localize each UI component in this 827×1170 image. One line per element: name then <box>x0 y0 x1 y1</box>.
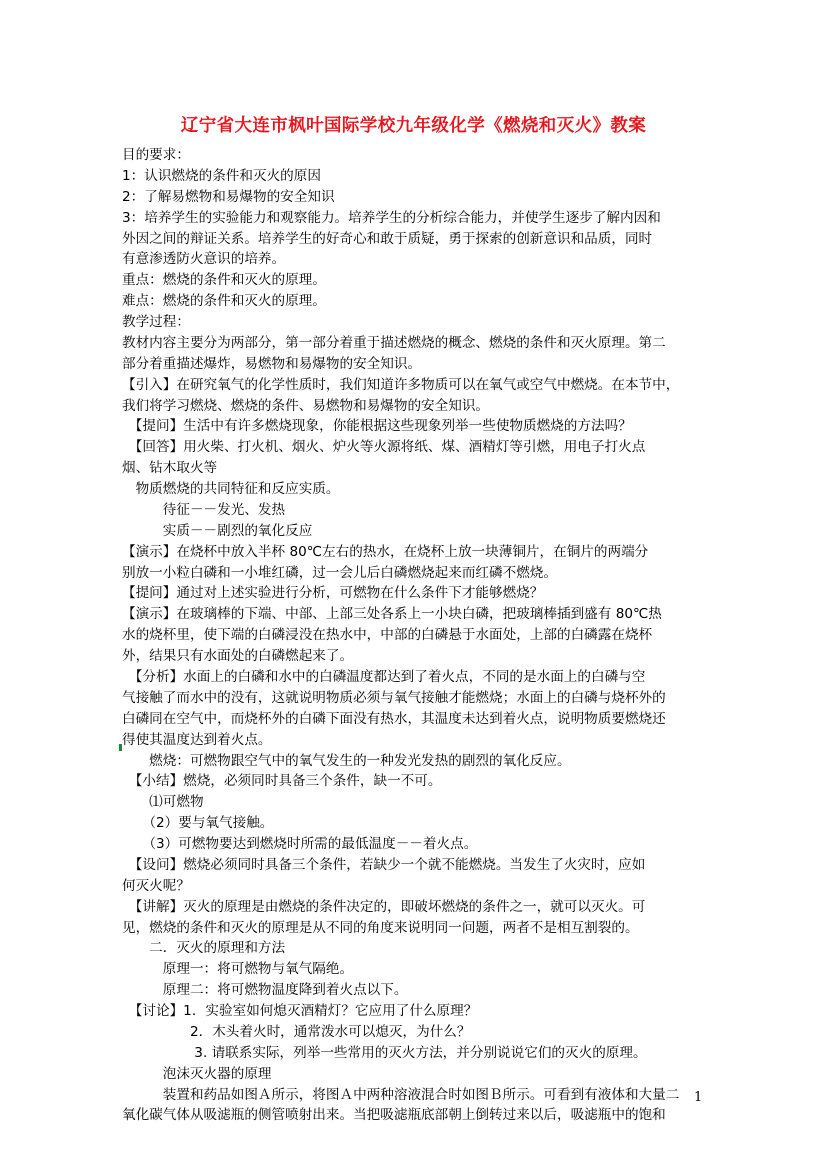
text-line: 【回答】用火柴、打火机、烟火、炉火等火源将纸、煤、酒精灯等引燃，用电子打火点 <box>122 439 646 456</box>
text-line: 原理一：将可燃物与氧气隔绝。 <box>122 961 354 978</box>
text-line: 泡沫灭火器的原理 <box>122 1065 272 1082</box>
text-line: 【引入】在研究氧气的化学性质时，我们知道许多物质可以在氧气或空气中燃烧。在本节中， <box>122 376 680 393</box>
text-line: 见，燃烧的条件和灭火的原理是从不同的角度来说明同一问题，两者不是相互割裂的。 <box>122 919 639 936</box>
text-line: 得使其温度达到着火点。 <box>122 731 272 748</box>
text-line: 2：了解易燃物和易爆物的安全知识 <box>122 188 335 205</box>
text-line: 原理二：将可燃物温度降到着火点以下。 <box>122 982 408 999</box>
text-line: 难点：燃烧的条件和灭火的原理。 <box>122 293 326 310</box>
text-line: 【分析】水面上的白磷和水中的白磷温度都达到了着火点，不同的是水面上的白磷与空 <box>122 669 646 685</box>
text-line: 我们将学习燃烧、燃烧的条件、易燃物和易爆物的安全知识。 <box>122 397 490 414</box>
text-line: 实质－－剧烈的氧化反应 <box>122 522 313 539</box>
text-line: 氧化碳气体从吸滤瓶的侧管喷射出来。当把吸滤瓶底部朝上倒转过来以后，吸滤瓶中的饱和 <box>122 1107 666 1124</box>
text-line: 3. 请联系实际，列举一些常用的灭火方法，并分别说说它们的灭火的原理。 <box>122 1044 647 1061</box>
text-line: 教学过程： <box>122 314 190 331</box>
text-line: 2．木头着火时，通常泼水可以熄灭，为什么？ <box>122 1023 471 1040</box>
text-line: 白磷同在空气中，而烧杯外的白磷下面没有热水，其温度未达到着火点，说明物质要燃烧还 <box>122 710 666 727</box>
text-line: 【讨论】1．实验室如何熄灭酒精灯？它应用了什么原理？ <box>122 1003 478 1020</box>
text-line: ⑴可燃物 <box>122 794 204 811</box>
text-line: 【讲解】灭火的原理是由燃烧的条件决定的，即破坏燃烧的条件之一，就可以灭火。可 <box>122 898 646 915</box>
text-line: 装置和药品如图Ａ所示，将图Ａ中两种溶液混合时如图Ｂ所示。可看到有液体和大量二 <box>122 1086 680 1103</box>
text-line: 二．灭火的原理和方法 <box>122 940 286 957</box>
text-line: 部分着重描述爆炸，易燃物和易爆物的安全知识。 <box>122 355 422 372</box>
text-line: 有意渗透防火意识的培养。 <box>122 251 286 268</box>
text-line: 目的要求： <box>122 147 190 163</box>
text-line: 烟、钻木取火等 <box>122 460 218 477</box>
text-line: 3：培养学生的实验能力和观察能力。培养学生的分析综合能力，并使学生逐步了解内因和 <box>122 209 661 226</box>
text-line: 【提问】通过对上述实验进行分析，可燃物在什么条件下才能够燃烧？ <box>122 585 544 602</box>
margin-mark <box>119 744 122 751</box>
text-line: 【小结】燃烧，必须同时具备三个条件，缺一不可。 <box>122 773 442 790</box>
text-line: 气接触了而水中的没有，这就说明物质必须与氧气接触才能燃烧；水面上的白磷与烧杯外的 <box>122 689 666 706</box>
text-line: 教材内容主要分为两部分，第一部分着重于描述燃烧的概念、燃烧的条件和灭火原理。第二 <box>122 334 666 351</box>
text-line: 【设问】燃烧必须同时具备三个条件，若缺少一个就不能燃烧。当发生了火灾时，应如 <box>122 856 646 873</box>
document-title: 辽宁省大连市枫叶国际学校九年级化学《燃烧和灭火》教案 <box>180 116 647 136</box>
text-line: 【提问】生活中有许多燃烧现象，你能根据这些现象列举一些使物质燃烧的方法吗？ <box>122 418 632 435</box>
text-line: 重点：燃烧的条件和灭火的原理。 <box>122 272 326 289</box>
page-number: 1 <box>694 1090 703 1105</box>
text-line: 待征－－发光、发热 <box>122 501 286 518</box>
text-line: 物质燃烧的共同特征和反应实质。 <box>122 481 340 498</box>
text-line: 【演示】在玻璃棒的下端、中部、上部三处各系上一小块白磷，把玻璃棒插到盛有 80℃热 <box>122 606 662 623</box>
text-line: （2）要与氧气接触。 <box>122 815 274 832</box>
text-line: 水的烧杯里，使下端的白磷浸没在热水中，中部的白磷悬于水面处，上部的白磷露在烧杯 <box>122 627 653 644</box>
text-line: 1：认识燃烧的条件和灭火的原因 <box>122 167 321 184</box>
text-line: 外，结果只有水面处的白磷燃起来了。 <box>122 648 354 665</box>
text-line: 何灭火呢？ <box>122 877 190 894</box>
text-line: 【演示】在烧杯中放入半杯 80℃左右的热水，在烧杯上放一块薄铜片，在铜片的两端分 <box>122 543 649 560</box>
text-line: （3）可燃物要达到燃烧时所需的最低温度－－着火点。 <box>122 836 478 853</box>
text-line: 别放一小粒白磷和一小堆红磷，过一会儿后白磷燃烧起来而红磷不燃烧。 <box>122 564 557 581</box>
text-line: 燃烧：可燃物跟空气中的氧气发生的一种发光发热的剧烈的氧化反应。 <box>122 752 571 769</box>
text-line: 外因之间的辩证关系。培养学生的好奇心和敢于质疑，勇于探索的创新意识和品质，同时 <box>122 230 653 247</box>
